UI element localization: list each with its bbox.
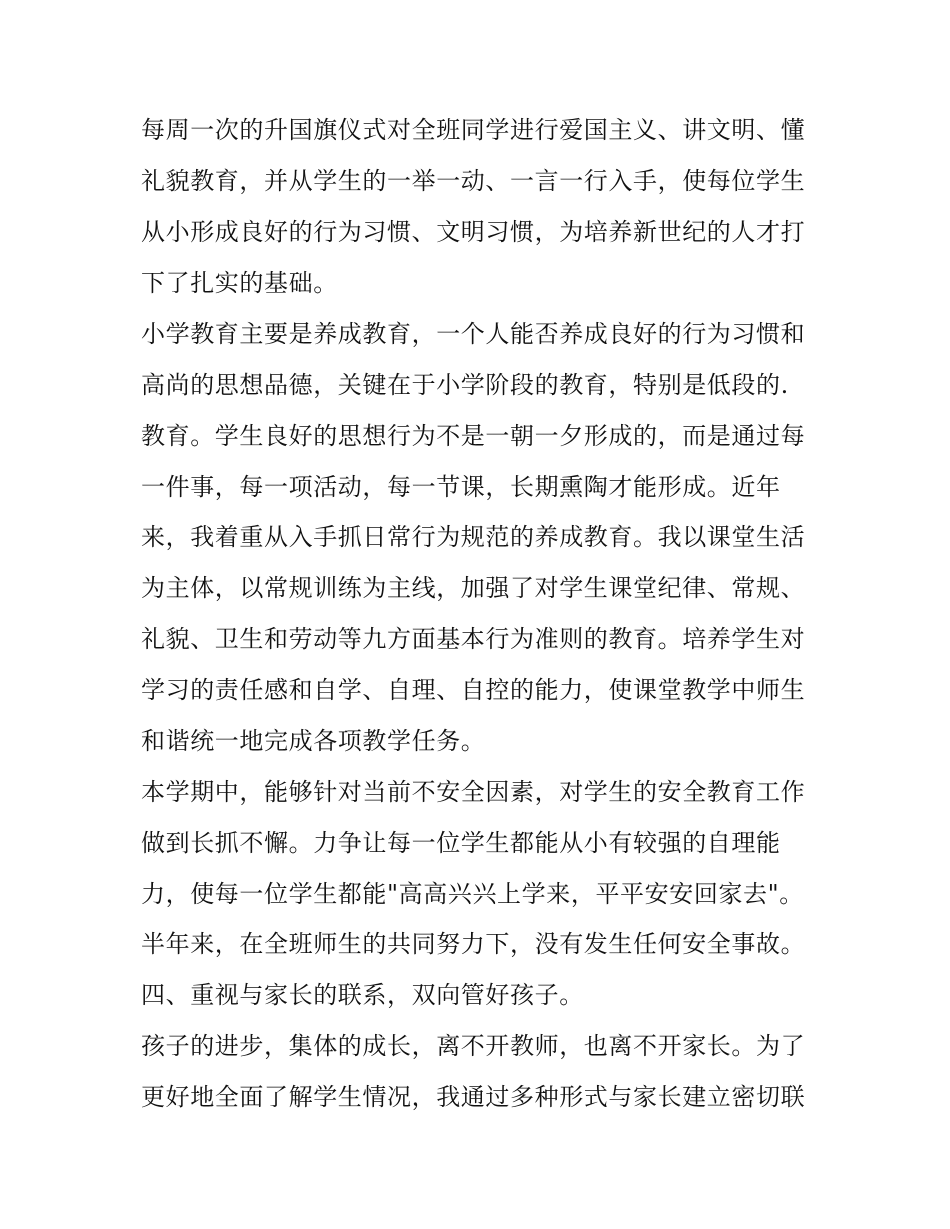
- text-line: 礼貌、卫生和劳动等九方面基本行为准则的教育。培养学生对: [141, 625, 806, 653]
- text-line: 小学教育主要是养成教育，一个人能否养成良好的行为习惯和: [141, 320, 806, 348]
- text-line: 每周一次的升国旗仪式对全班同学进行爱国主义、讲文明、懂: [141, 116, 806, 144]
- text-line: 半年来，在全班师生的共同努力下，没有发生任何安全事故。: [141, 930, 806, 958]
- text-line: 学习的责任感和自学、自理、自控的能力，使课堂教学中师生: [141, 676, 806, 704]
- text-line: 从小形成良好的行为习惯、文明习惯，为培养新世纪的人才打: [141, 218, 806, 246]
- text-line: 本学期中，能够针对当前不安全因素，对学生的安全教育工作: [141, 778, 806, 806]
- text-line: 礼貌教育，并从学生的一举一动、一言一行入手，使每位学生: [141, 167, 806, 195]
- text-line: 孩子的进步，集体的成长，离不开教师，也离不开家长。为了: [141, 1032, 806, 1060]
- text-line: 做到长抓不懈。力争让每一位学生都能从小有较强的自理能: [141, 829, 781, 857]
- text-line: 高尚的思想品德，关键在于小学阶段的教育，特别是低段的.: [141, 371, 789, 399]
- text-line: 教育。学生良好的思想行为不是一朝一夕形成的，而是通过每: [141, 422, 806, 450]
- text-line: 四、重视与家长的联系，双向管好孩子。: [141, 981, 584, 1009]
- text-line: 下了扎实的基础。: [141, 269, 338, 297]
- text-line: 和谐统一地完成各项教学任务。: [141, 727, 486, 755]
- text-line: 更好地全面了解学生情况，我通过多种形式与家长建立密切联: [141, 1083, 806, 1111]
- text-line: 一件事，每一项活动，每一节课，长期熏陶才能形成。近年: [141, 473, 781, 501]
- text-line: 为主体，以常规训练为主线，加强了对学生课堂纪律、常规、: [141, 574, 806, 602]
- text-line: 来，我着重从入手抓日常行为规范的养成教育。我以课堂生活: [141, 523, 806, 551]
- text-line: 力，使每一位学生都能"高高兴兴上学来，平平安安回家去"。: [141, 880, 804, 908]
